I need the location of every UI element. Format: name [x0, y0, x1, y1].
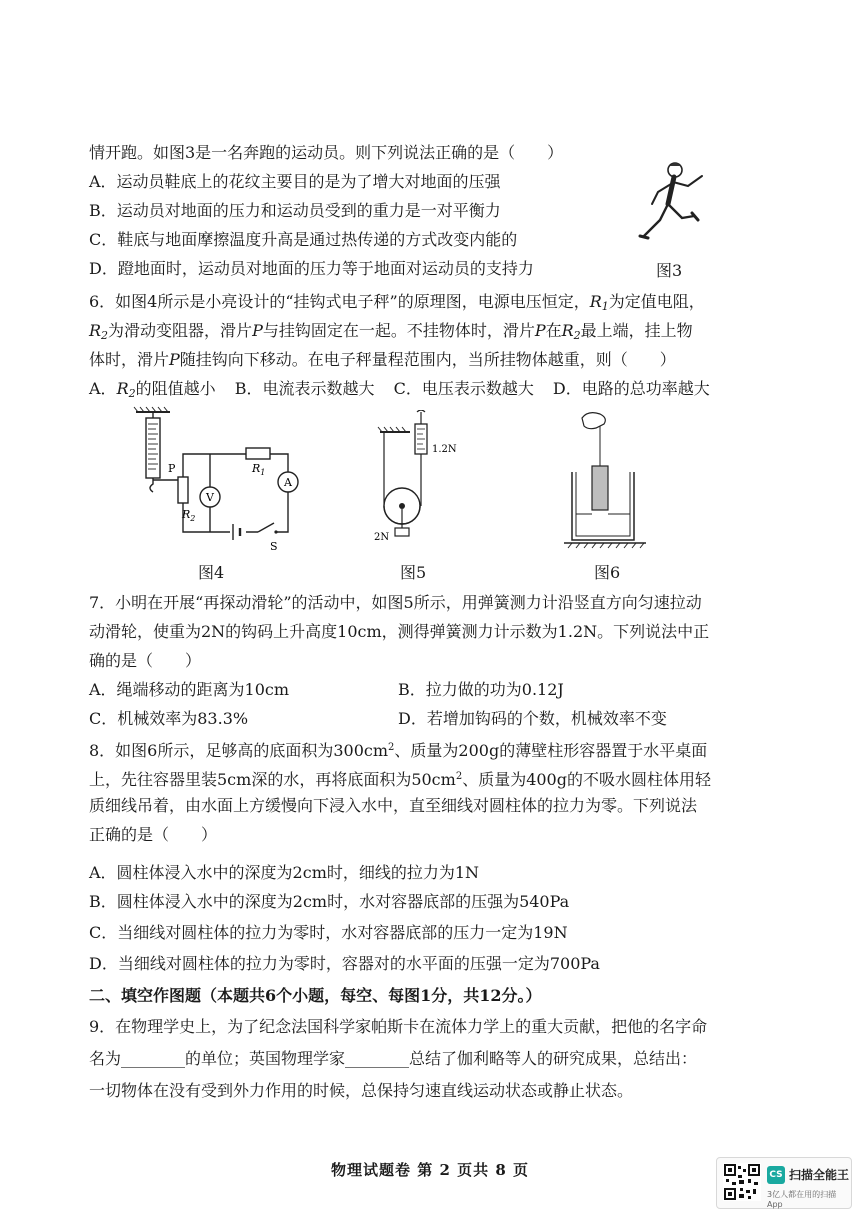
q6-line-1: 6．如图4所示是小亮设计的“挂钩式电子秤”的原理图，电源电压恒定，$R_1$为定值电阻，: [89, 292, 705, 313]
q9-line-3: 一切物体在没有受到外力作用的时候，总保持匀速直线运动状态或静止状态。: [89, 1081, 634, 1100]
q5-option-b: B．运动员对地面的压力和运动员受到的重力是一对平衡力: [89, 201, 501, 220]
fig5-weight-label: 2N: [374, 532, 390, 543]
fig4-ammeter-label: A: [284, 476, 292, 489]
q6-option-b: B．电流表示数越大: [234, 379, 375, 398]
scanner-tagline: 3亿人都在用的扫描App: [767, 1190, 837, 1209]
q6-line-3: 体时，滑片P随挂钩向下移动。在电子秤量程范围内，当所挂物体越重，则（ ）: [89, 350, 676, 369]
q9-line-2: 名为________的单位；英国物理学家________总结了伽利略等人的研究成果，总结出：: [89, 1049, 698, 1068]
q6-options: [89, 378, 710, 405]
qr-code-icon: [723, 1163, 761, 1201]
q7-option-c: C．机械效率为83.3%: [89, 709, 249, 728]
section-2-heading: 二、填空作图题（本题共6个小题，每空、每图1分，共12分。）: [89, 986, 542, 1005]
fig5-pulley-diagram: [368, 410, 468, 555]
q8-option-c: C．当细线对圆柱体的拉力为零时，水对容器底部的压力一定为19N: [89, 923, 568, 942]
q8-option-d: D．当细线对圆柱体的拉力为零时，容器对的水平面的压强一定为700Pa: [89, 954, 600, 973]
scanner-watermark-badge: [716, 1157, 852, 1209]
fig4-circuit-diagram: [130, 404, 320, 554]
fig4-label-p: P: [168, 462, 176, 475]
q8-option-b: B．圆柱体浸入水中的深度为2cm时，水对容器底部的压强为540Pa: [89, 892, 570, 911]
fig3-caption: 图3: [656, 261, 683, 280]
q5-option-d: D．蹬地面时，运动员对地面的压力等于地面对运动员的支持力: [89, 259, 534, 278]
q6-option-a: A．$R_2$的阻值越小: [89, 379, 216, 400]
q7-line-2: 动滑轮，使重为2N的钩码上升高度10cm，测得弹簧测力计示数为1.2N。下列说法中正: [89, 622, 710, 641]
q8-line-4: 正确的是（ ）: [89, 825, 218, 844]
q5-option-a: A．运动员鞋底上的花纹主要目的是为了增大对地面的压强: [89, 172, 501, 191]
q8-option-a: A．圆柱体浸入水中的深度为2cm时，细线的拉力为1N: [89, 863, 480, 882]
fig6-caption: 图6: [594, 563, 621, 582]
fig4-label-r2: $R_2$: [182, 508, 196, 523]
q7-line-1: 7．小明在开展“再探动滑轮”的活动中，如图5所示，用弹簧测力计沿竖直方向匀速拉动: [89, 593, 702, 612]
q7-option-d: D．若增加钩码的个数，机械效率不变: [398, 709, 667, 728]
fig5-reading-label: 1.2N: [432, 444, 457, 455]
q8-line-1: 8．如图6所示，足够高的底面积为$300cm^2$、质量为200g的薄壁柱形容器置于水平桌面: [89, 741, 708, 760]
fig4-switch-label: S: [270, 540, 278, 553]
camscanner-logo: CS: [767, 1166, 785, 1184]
fig6-container-diagram: [560, 408, 660, 553]
fig5-caption: 图5: [400, 563, 427, 582]
q7-option-a: A．绳端移动的距离为10cm: [89, 680, 290, 699]
q8-line-2: 上，先往容器里装5cm深的水，再将底面积为$50cm^2$、质量为400g的不吸水圆柱体用轻: [89, 770, 711, 789]
q6-option-d: D．电路的总功率越大: [552, 379, 710, 398]
fig3-runner-drawing: [630, 158, 720, 244]
fig4-voltmeter-label: V: [206, 491, 214, 504]
q7-line-3: 确的是（ ）: [89, 651, 202, 670]
fig4-label-r1: $R_1$: [252, 462, 266, 477]
q9-line-1: 9．在物理学史上，为了纪念法国科学家帕斯卡在流体力学上的重大贡献，把他的名字命: [89, 1017, 708, 1036]
scanner-app-name: 扫描全能王: [789, 1168, 850, 1182]
page-footer: 物理试题卷 第 2 页共 8 页: [331, 1161, 529, 1179]
q6-line-2: $R_2$为滑动变阻器，滑片P与挂钩固定在一起。不挂物体时，滑片P在$R_2$最上端，挂上物: [89, 321, 693, 342]
q5-option-c: C．鞋底与地面摩擦温度升高是通过热传递的方式改变内能的: [89, 230, 518, 249]
fig4-caption: 图4: [198, 563, 225, 582]
q6-option-c: C．电压表示数越大: [393, 379, 534, 398]
q8-line-3: 质细线吊着，由水面上方缓慢向下浸入水中，直至细线对圆柱体的拉力为零。下列说法: [89, 796, 698, 815]
q7-option-b: B．拉力做的功为0.12J: [398, 680, 564, 699]
q5-stem: 情开跑。如图3是一名奔跑的运动员。则下列说法正确的是（ ）: [89, 143, 564, 162]
